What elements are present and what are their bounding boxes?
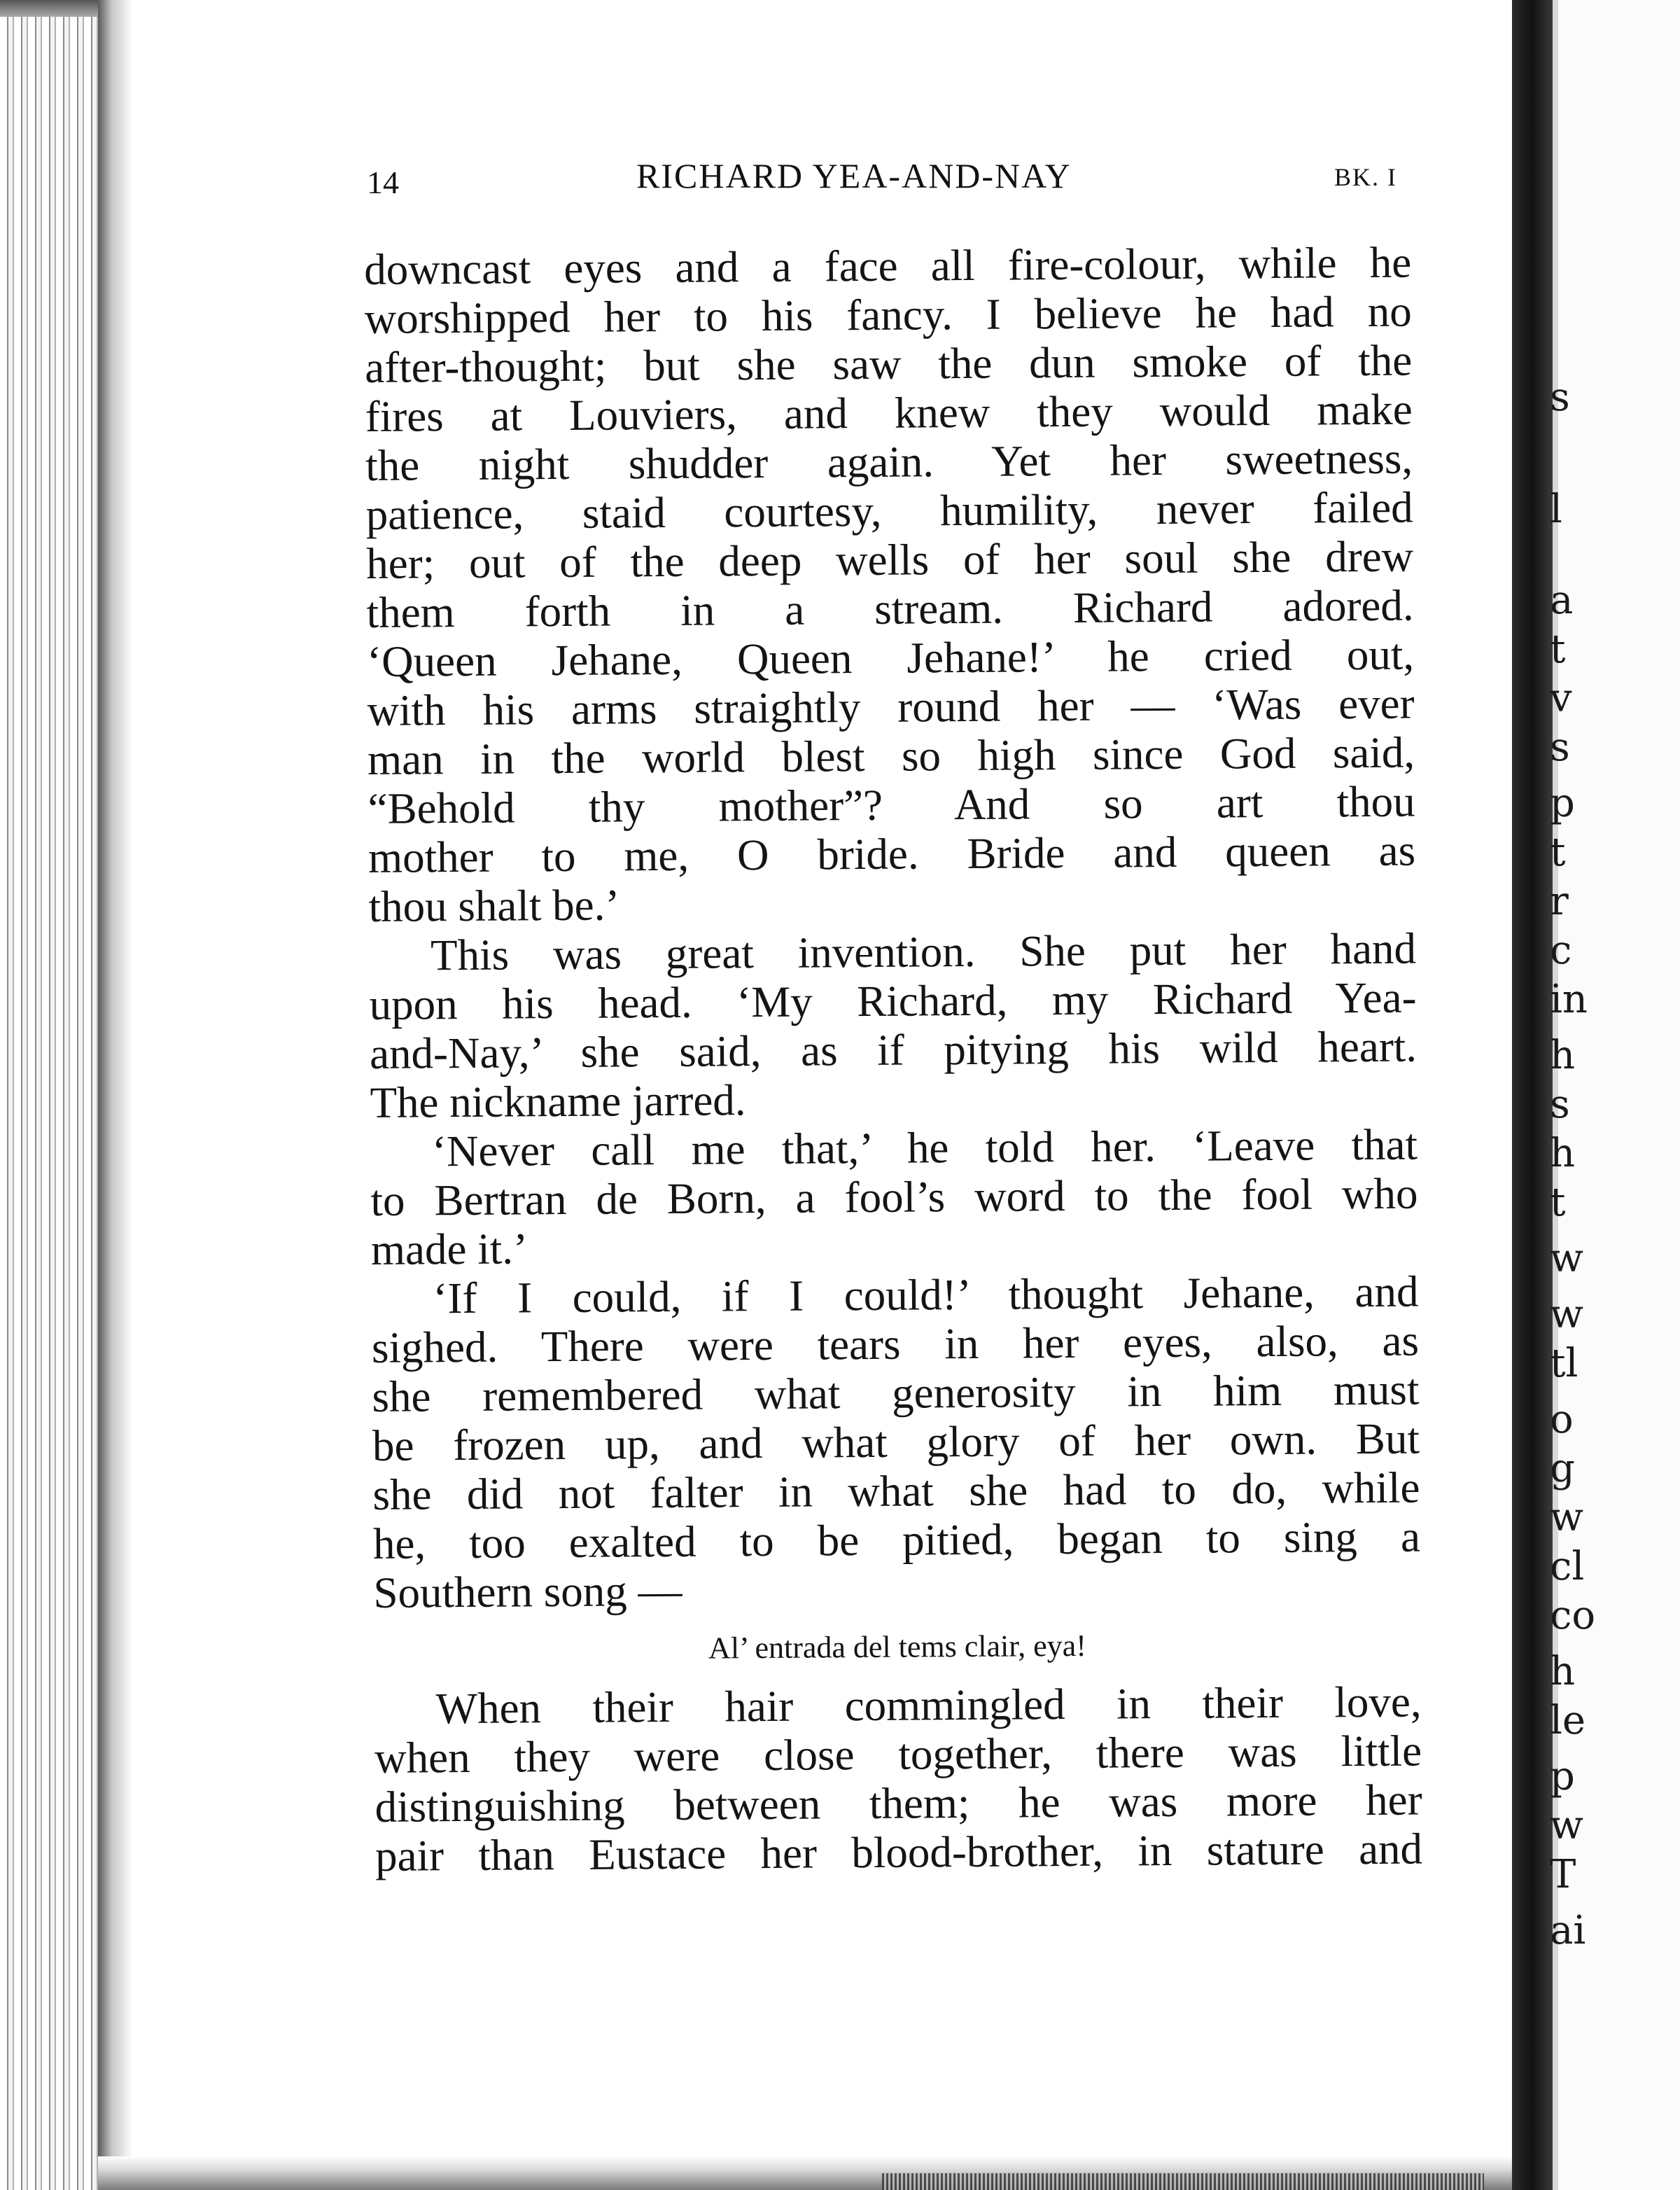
section-marker: BK. I <box>1334 163 1397 191</box>
scanner-fringe <box>882 2173 1484 2190</box>
facing-page-glyph: o <box>1550 1397 1574 1442</box>
text-line: “Behold thy mother”? And so art thou <box>368 776 1415 833</box>
page-number: 14 <box>367 165 399 200</box>
text-line: with his arms straightly round her — ‘Was ever <box>367 678 1415 735</box>
facing-page-glyph: l <box>1550 487 1562 532</box>
facing-page-glyph: s <box>1550 1082 1570 1127</box>
facing-page-glyph: in <box>1550 977 1588 1022</box>
text-line: when they were close together, there was little <box>374 1726 1422 1783</box>
text-line: When their hair commingled in their love, <box>435 1677 1422 1734</box>
running-head: RICHARD YEA-AND-NAY <box>636 156 1072 195</box>
facing-page-glyph: tl <box>1550 1341 1578 1386</box>
facing-page-glyph: w <box>1550 1292 1583 1337</box>
facing-page <box>1550 0 1680 2190</box>
facing-page-glyph: h <box>1550 1649 1576 1694</box>
facing-page-glyph: w <box>1550 1236 1583 1281</box>
facing-page-glyph: s <box>1550 375 1570 420</box>
facing-page-glyph: T <box>1550 1852 1576 1897</box>
text-line: mother to me, O bride. Bride and queen as <box>368 825 1416 882</box>
page-edge-shadow <box>98 0 133 2190</box>
text-line: ‘Queen Jehane, Queen Jehane!’ he cried out, <box>366 629 1415 686</box>
facing-page-glyph: t <box>1550 1180 1566 1225</box>
text-line: Southern song — <box>373 1565 682 1617</box>
text-line: sighed. There were tears in her eyes, also, as <box>371 1316 1420 1372</box>
facing-page-glyph: r <box>1550 879 1569 924</box>
text-line: the night shudder again. Yet her sweetness, <box>365 433 1413 490</box>
text-line: pair than Eustace her blood-brother, in stature and <box>374 1824 1423 1881</box>
facing-page-glyph: p <box>1550 1754 1575 1799</box>
facing-page-glyph: w <box>1550 1495 1583 1540</box>
text-line: thou shalt be.’ <box>368 880 620 931</box>
facing-page-glyph: t <box>1550 830 1566 875</box>
facing-page-glyph: c <box>1550 928 1572 973</box>
text-line: fires at Louviers, and knew they would make <box>365 384 1413 441</box>
text-line: ‘If I could, if I could!’ thought Jehane, and <box>433 1267 1419 1323</box>
verse-quotation: Al’ entrada del tems clair, eya! <box>708 1628 1087 1666</box>
text-line: ‘Never call me that,’ he told her. ‘Leave that <box>431 1120 1418 1176</box>
text-line: distinguishing between them; he was more her <box>374 1775 1422 1832</box>
book-gutter <box>1512 0 1553 2190</box>
text-line: made it.’ <box>370 1224 528 1274</box>
text-line: This was great invention. She put her hand <box>430 923 1417 980</box>
text-line: worshipped her to his fancy. I believe he had no <box>364 286 1412 343</box>
text-line: her; out of the deep wells of her soul she drew <box>365 531 1414 588</box>
text-line: The nickname jarred. <box>370 1075 746 1127</box>
facing-page-glyph: g <box>1550 1446 1575 1491</box>
text-line: upon his head. ‘My Richard, my Richard Yea- <box>369 972 1417 1029</box>
facing-page-glyph: t <box>1550 627 1566 672</box>
text-line: he, too exalted to be pitied, began to sing a <box>372 1512 1421 1568</box>
text-line: she did not falter in what she had to do, while <box>372 1463 1420 1519</box>
text-line: and-Nay,’ she said, as if pitying his wild heart. <box>369 1021 1418 1078</box>
facing-page-glyph: cl <box>1550 1544 1585 1589</box>
facing-page-glyph: a <box>1550 578 1574 623</box>
facing-page-glyph: h <box>1550 1131 1576 1176</box>
text-line: be frozen up, and what glory of her own. But <box>372 1414 1420 1470</box>
facing-page-glyph: ai <box>1550 1908 1586 1953</box>
facing-page-glyph: v <box>1550 676 1572 721</box>
page-header <box>367 155 1407 204</box>
text-line: to Bertran de Born, a fool’s word to the fool who <box>370 1169 1418 1225</box>
facing-page-glyph: le <box>1550 1698 1586 1743</box>
body-text <box>364 238 1422 1881</box>
text-line: after-thought; but she saw the dun smoke of the <box>364 335 1413 392</box>
facing-page-glyph: w <box>1550 1803 1583 1848</box>
text-line: patience, staid courtesy, humility, never failed <box>365 482 1413 539</box>
facing-page-glyph: h <box>1550 1033 1576 1078</box>
facing-page-glyph: s <box>1550 725 1570 770</box>
text-line: them forth in a stream. Richard adored. <box>366 580 1414 637</box>
text-line: downcast eyes and a face all fire-colour, while he <box>364 237 1412 294</box>
text-line: man in the world blest so high since God said, <box>367 727 1415 784</box>
facing-page-glyph: p <box>1550 781 1575 826</box>
text-line: she remembered what generosity in him must <box>372 1365 1420 1421</box>
facing-page-glyph: co <box>1550 1593 1596 1638</box>
